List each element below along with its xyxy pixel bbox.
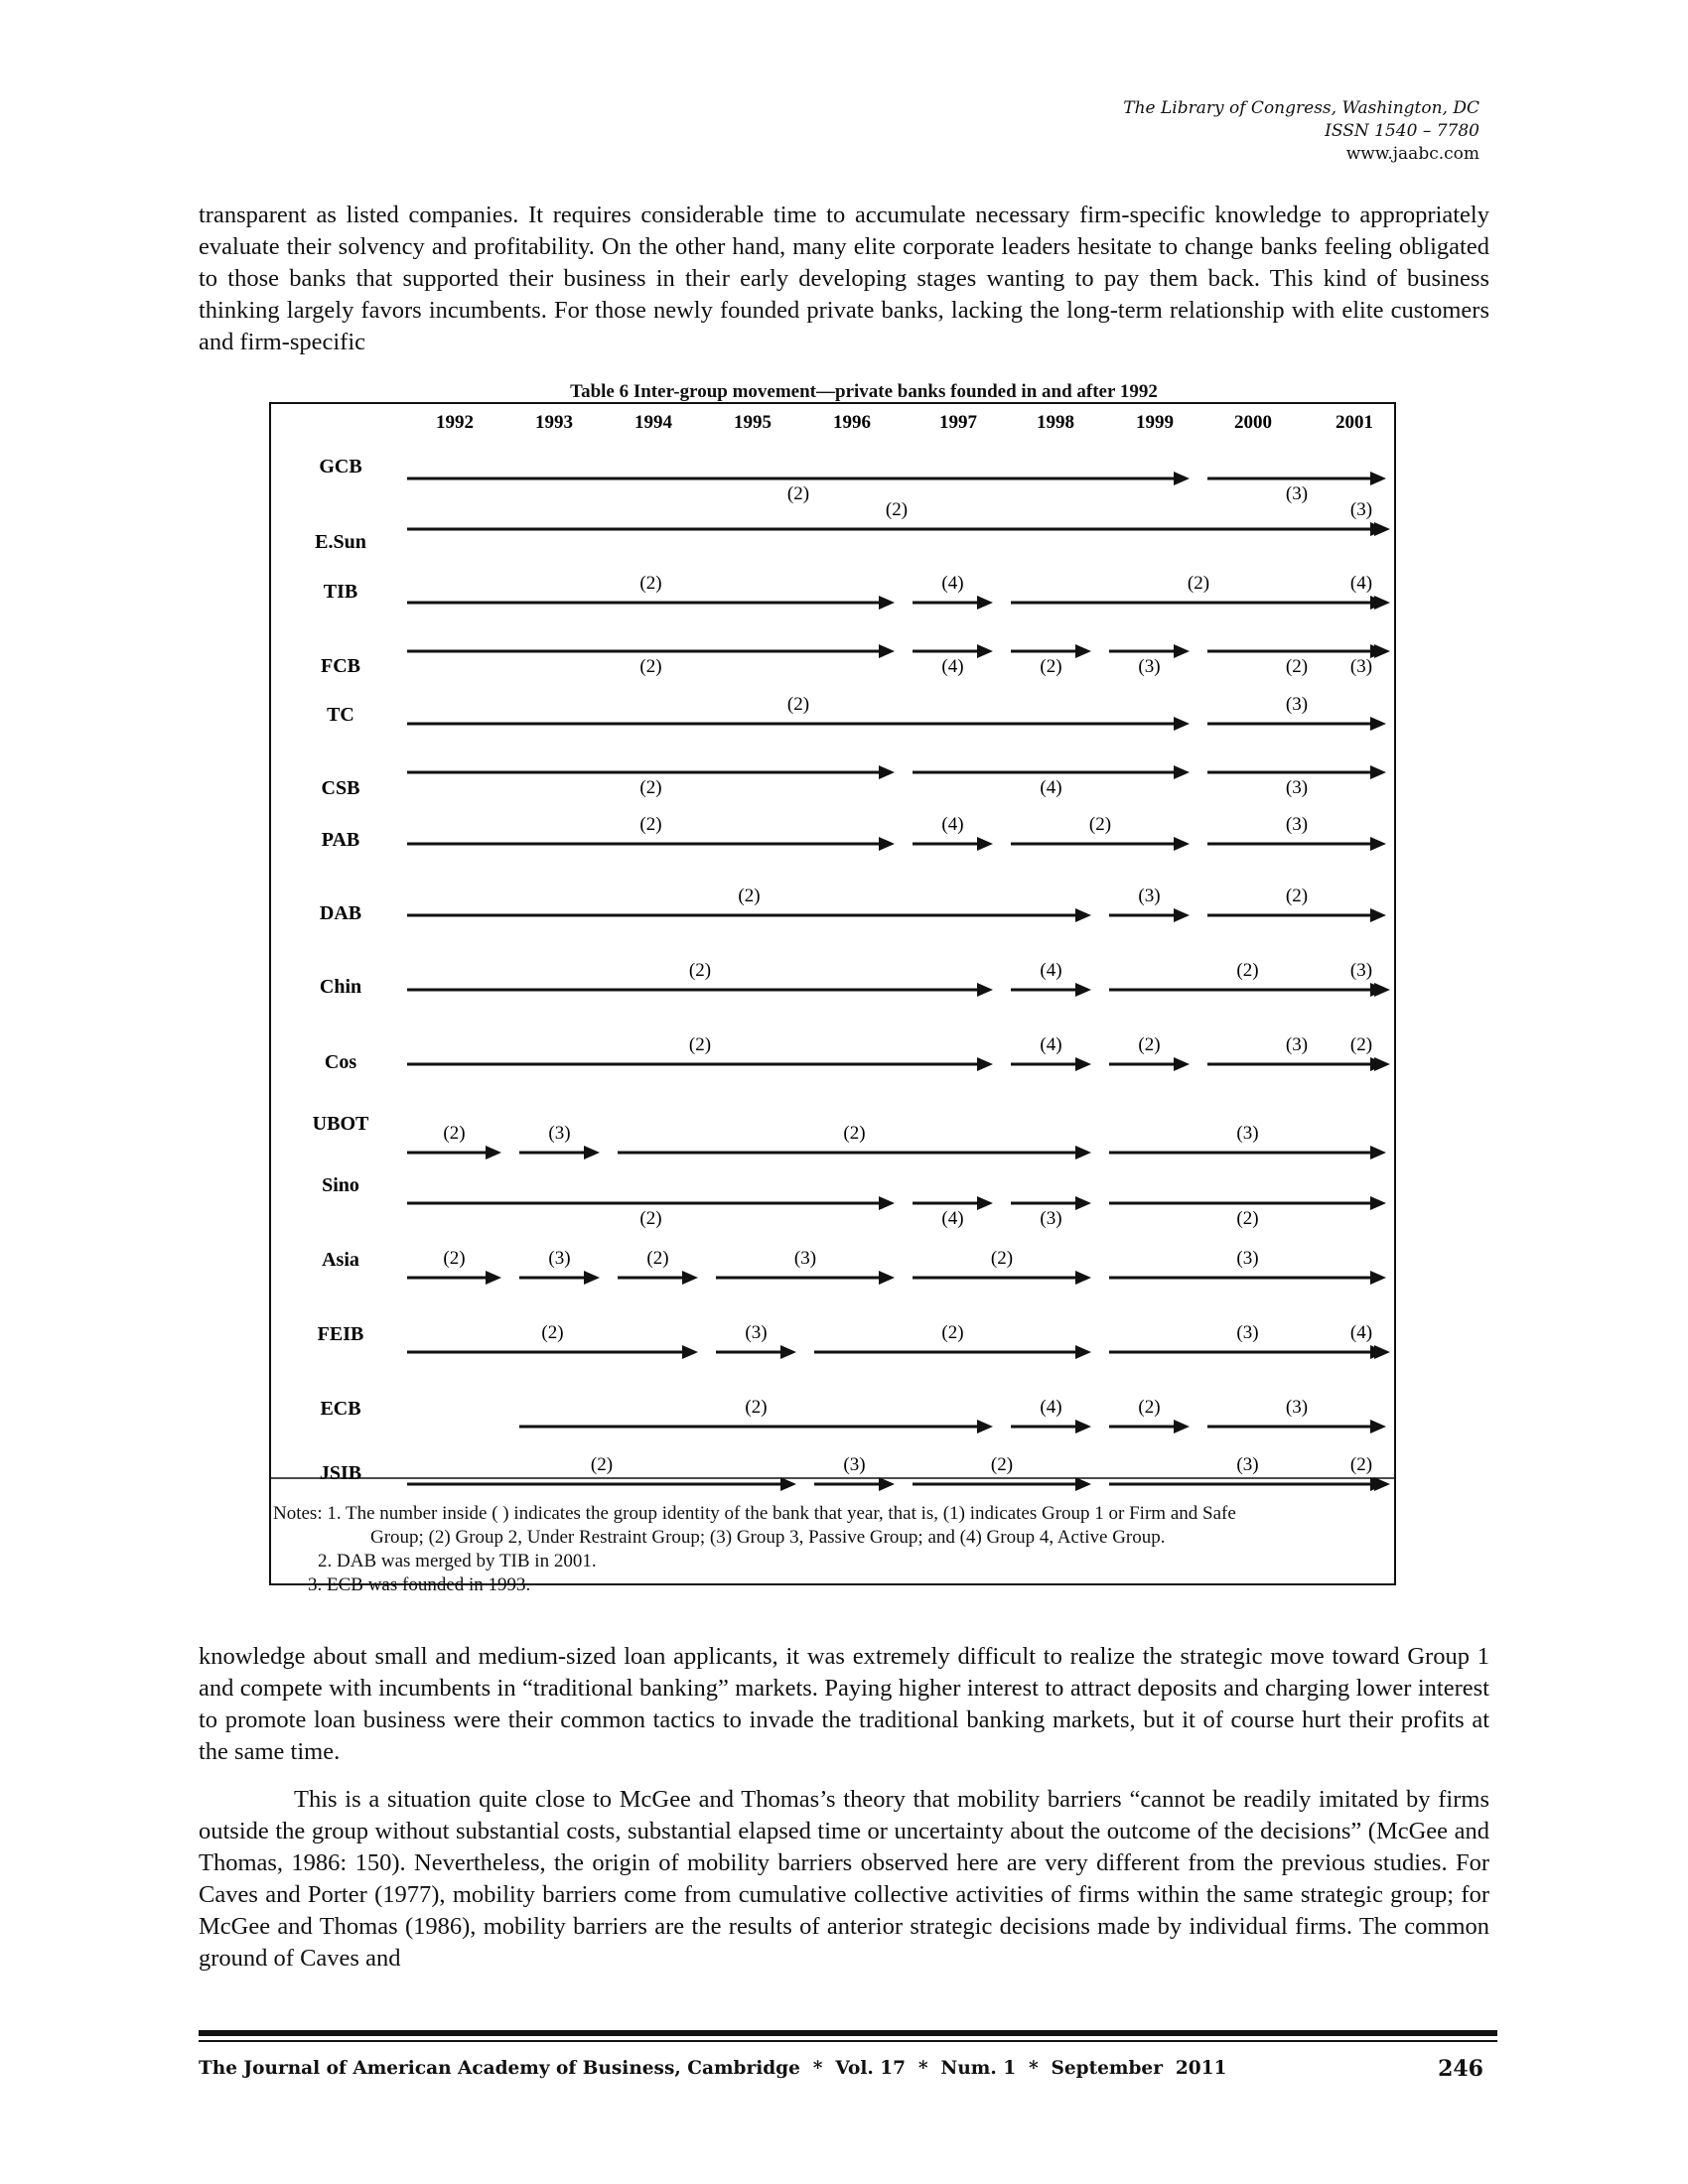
arrow-head bbox=[879, 837, 895, 851]
footer-journal: The Journal of American Academy of Business, Cambridge * Vol. 17 * Num. 1 * September 2011 bbox=[199, 2058, 1227, 2079]
group-label: (2) bbox=[1138, 1397, 1161, 1418]
body-paragraph-3: This is a situation quite close to McGee and Thomas’s theory that mobility barriers “cannot be readily imitated by firms outside the group without substantial costs, substantial elapsed time or uncertainty about the outcome of the decisions” (McGee and Thomas, 1986: 150). Nevertheless, the origin of mobility barriers observed here are very different from the previous studies. For Caves and Porter (1977), mobility barriers come from cumulative collective activities of firms within the same strategic group; for McGee and Thomas (1986), mobility barriers are the results of anterior strategic decisions made by individual firms. The common ground of Caves and bbox=[199, 1786, 1489, 1972]
group-label: (3) bbox=[1040, 1208, 1062, 1229]
arrow-head bbox=[486, 1271, 501, 1285]
header-issn: ISSN 1540 – 7780 bbox=[1325, 121, 1479, 141]
group-label: (2) bbox=[1040, 656, 1062, 677]
group-label: (2) bbox=[843, 1123, 866, 1144]
arrow-head bbox=[977, 596, 993, 610]
arrow-head bbox=[977, 983, 993, 997]
arrow-head bbox=[977, 837, 993, 851]
year-header: 1998 bbox=[1037, 412, 1074, 433]
bank-row bbox=[321, 644, 1390, 677]
arrow-head bbox=[780, 1477, 796, 1491]
group-label: (2) bbox=[1236, 960, 1259, 981]
arrow-head bbox=[584, 1271, 600, 1285]
arrow-head bbox=[486, 1146, 501, 1160]
year-header-row bbox=[436, 412, 1373, 433]
bank-name: Asia bbox=[322, 1249, 359, 1271]
group-label: (2) bbox=[639, 1208, 662, 1229]
group-label: (2) bbox=[885, 499, 909, 520]
note-3: 3. ECB was founded in 1993. bbox=[308, 1574, 531, 1595]
bank-row bbox=[327, 694, 1386, 731]
bank-row bbox=[315, 499, 1390, 553]
group-label: (3) bbox=[548, 1248, 571, 1269]
group-label: (2) bbox=[1349, 1454, 1373, 1475]
group-label: (4) bbox=[1349, 573, 1373, 594]
bank-name: FEIB bbox=[317, 1323, 364, 1345]
group-label: (3) bbox=[1349, 499, 1373, 520]
arrow-head bbox=[1370, 908, 1386, 922]
arrow-head bbox=[879, 644, 895, 658]
group-label: (4) bbox=[941, 656, 964, 677]
arrow-head bbox=[682, 1345, 698, 1359]
group-label: (2) bbox=[639, 814, 662, 835]
group-label: (3) bbox=[1138, 886, 1161, 906]
group-label: (2) bbox=[1187, 573, 1210, 594]
group-label: (2) bbox=[941, 1322, 964, 1343]
bank-row bbox=[325, 1034, 1390, 1073]
group-label: (2) bbox=[786, 694, 810, 715]
group-label: (4) bbox=[1040, 960, 1062, 981]
footer-rule-thin bbox=[199, 2040, 1497, 2042]
bank-name: Cos bbox=[324, 1051, 357, 1073]
header-library: The Library of Congress, Washington, DC bbox=[1123, 98, 1479, 118]
body-paragraph-1: transparent as listed companies. It requires considerable time to accumulate necessary firm-specific knowledge to appropriately evaluate their solvency and profitability. On the other hand, many elite corporate leaders hesitate to change banks feeling obligated to those banks that supported their business in their early developing stages wanting to pay them back. This kind of business thinking largely favors incumbents. For those newly founded private banks, lacking the long-term relationship with elite customers and firm-specific bbox=[199, 202, 1489, 355]
arrow-head bbox=[879, 596, 895, 610]
group-label: (3) bbox=[793, 1248, 817, 1269]
arrow-head bbox=[1075, 1271, 1091, 1285]
arrow-head bbox=[1075, 644, 1091, 658]
bank-name: CSB bbox=[321, 777, 360, 799]
group-label: (3) bbox=[1236, 1248, 1259, 1269]
bank-name: PAB bbox=[321, 829, 360, 851]
bank-name: Sino bbox=[322, 1174, 359, 1196]
group-label: (4) bbox=[941, 814, 964, 835]
bank-name: ECB bbox=[320, 1398, 361, 1420]
bank-row bbox=[320, 886, 1386, 924]
arrow-head bbox=[1374, 522, 1390, 536]
arrow-head bbox=[1174, 717, 1190, 731]
bank-row bbox=[324, 573, 1390, 610]
arrow-head bbox=[1370, 1420, 1386, 1433]
group-label: (3) bbox=[548, 1123, 571, 1144]
arrow-head bbox=[1075, 1146, 1091, 1160]
group-label: (2) bbox=[1285, 656, 1309, 677]
arrow-head bbox=[1370, 717, 1386, 731]
group-label: (3) bbox=[1285, 694, 1309, 715]
group-label: (2) bbox=[639, 573, 662, 594]
year-header: 1996 bbox=[833, 412, 871, 433]
arrow-head bbox=[977, 644, 993, 658]
bank-name: TIB bbox=[323, 581, 358, 603]
arrow-head bbox=[1374, 644, 1390, 658]
bank-rows bbox=[313, 456, 1390, 1491]
arrow-head bbox=[879, 765, 895, 779]
arrow-head bbox=[1075, 1057, 1091, 1071]
arrow-head bbox=[1075, 983, 1091, 997]
arrow-head bbox=[1374, 1057, 1390, 1071]
arrow-head bbox=[1174, 1057, 1190, 1071]
arrow-head bbox=[780, 1345, 796, 1359]
arrow-head bbox=[879, 1196, 895, 1210]
arrow-head bbox=[1374, 1477, 1390, 1491]
arrow-head bbox=[1174, 765, 1190, 779]
bank-row bbox=[320, 960, 1390, 998]
group-label: (2) bbox=[646, 1248, 669, 1269]
group-label: (3) bbox=[1285, 814, 1309, 835]
group-label: (4) bbox=[941, 573, 964, 594]
group-label: (2) bbox=[990, 1248, 1014, 1269]
group-label: (3) bbox=[1236, 1123, 1259, 1144]
group-label: (3) bbox=[1285, 1034, 1309, 1055]
table-notes bbox=[273, 1502, 1418, 1597]
arrow-head bbox=[1174, 837, 1190, 851]
arrow-head bbox=[1075, 908, 1091, 922]
bank-row bbox=[320, 1397, 1386, 1433]
bank-name: TC bbox=[327, 704, 354, 726]
group-label: (3) bbox=[843, 1454, 866, 1475]
table-border bbox=[270, 403, 1395, 1584]
group-label: (2) bbox=[639, 777, 662, 798]
note-1b: Group; (2) Group 2, Under Restraint Group; (3) Group 3, Passive Group; and (4) Group 4, Active Group. bbox=[370, 1527, 1166, 1548]
bank-name: UBOT bbox=[312, 1113, 369, 1135]
arrow-head bbox=[682, 1271, 698, 1285]
arrow-head bbox=[584, 1146, 600, 1160]
bank-name: E.Sun bbox=[315, 531, 366, 553]
year-header: 2001 bbox=[1336, 412, 1373, 433]
group-label: (2) bbox=[738, 886, 761, 906]
bank-row bbox=[320, 1454, 1390, 1491]
group-label: (2) bbox=[1285, 886, 1309, 906]
group-label: (4) bbox=[1349, 1322, 1373, 1343]
group-label: (2) bbox=[990, 1454, 1014, 1475]
bank-name: GCB bbox=[319, 456, 362, 478]
arrow-head bbox=[1370, 472, 1386, 485]
group-label: (3) bbox=[1138, 656, 1161, 677]
group-label: (3) bbox=[1285, 777, 1309, 798]
bank-name: JSIB bbox=[319, 1462, 362, 1484]
bank-name: Chin bbox=[319, 976, 362, 998]
group-label: (3) bbox=[1285, 483, 1309, 504]
arrow-head bbox=[1075, 1196, 1091, 1210]
note-2: 2. DAB was merged by TIB in 2001. bbox=[318, 1551, 597, 1571]
bank-name: FCB bbox=[321, 655, 360, 677]
group-label: (3) bbox=[1236, 1322, 1259, 1343]
group-label: (2) bbox=[1236, 1208, 1259, 1229]
arrow-head bbox=[1374, 596, 1390, 610]
group-label: (2) bbox=[443, 1123, 466, 1144]
group-label: (2) bbox=[688, 1034, 712, 1055]
year-header: 1999 bbox=[1136, 412, 1174, 433]
footer-rule bbox=[199, 2030, 1497, 2036]
arrow-head bbox=[1374, 1345, 1390, 1359]
bank-row bbox=[322, 1248, 1386, 1285]
bank-row bbox=[318, 1322, 1390, 1359]
bank-row bbox=[322, 765, 1386, 799]
group-label: (2) bbox=[786, 483, 810, 504]
bank-row bbox=[322, 1174, 1386, 1229]
arrow-head bbox=[1370, 1196, 1386, 1210]
arrow-head bbox=[879, 1477, 895, 1491]
arrow-head bbox=[1075, 1477, 1091, 1491]
bank-row bbox=[322, 814, 1386, 851]
group-label: (2) bbox=[443, 1248, 466, 1269]
group-label: (4) bbox=[941, 1208, 964, 1229]
year-header: 1993 bbox=[535, 412, 573, 433]
body-paragraph-2: knowledge about small and medium-sized loan applicants, it was extremely difficult to realize the strategic move toward Group 1 and compete with incumbents in “traditional banking” markets. Paying higher interest to attract deposits and charging lower interest to promote loan business were their common tactics to invade the traditional banking markets, but it of course hurt their profits at the same time. bbox=[199, 1643, 1489, 1765]
arrow-head bbox=[1174, 472, 1190, 485]
year-header: 1994 bbox=[634, 412, 672, 433]
group-label: (4) bbox=[1040, 1034, 1062, 1055]
group-label: (2) bbox=[1138, 1034, 1161, 1055]
group-label: (2) bbox=[639, 656, 662, 677]
year-header: 1992 bbox=[436, 412, 474, 433]
group-label: (3) bbox=[1236, 1454, 1259, 1475]
bank-row bbox=[319, 456, 1386, 504]
arrow-head bbox=[1370, 1146, 1386, 1160]
page-number: 246 bbox=[1438, 2056, 1483, 2082]
arrow-head bbox=[977, 1420, 993, 1433]
arrow-head bbox=[1370, 1271, 1386, 1285]
year-header: 1995 bbox=[734, 412, 772, 433]
group-label: (4) bbox=[1040, 777, 1062, 798]
arrow-head bbox=[879, 1271, 895, 1285]
group-label: (3) bbox=[1349, 960, 1373, 981]
group-label: (3) bbox=[1285, 1397, 1309, 1418]
group-label: (2) bbox=[745, 1397, 768, 1418]
arrow-head bbox=[977, 1057, 993, 1071]
arrow-head bbox=[977, 1196, 993, 1210]
arrow-head bbox=[1370, 765, 1386, 779]
arrow-head bbox=[1075, 1345, 1091, 1359]
group-label: (2) bbox=[541, 1322, 564, 1343]
group-label: (2) bbox=[1349, 1034, 1373, 1055]
arrow-head bbox=[1174, 1420, 1190, 1433]
note-1a: Notes: 1. The number inside ( ) indicates the group identity of the bank that year, that is, (1) indicates Group 1 or Firm and Safe bbox=[273, 1503, 1236, 1524]
arrow-head bbox=[1075, 1420, 1091, 1433]
arrow-head bbox=[1174, 908, 1190, 922]
bank-row bbox=[313, 1113, 1386, 1160]
group-label: (2) bbox=[688, 960, 712, 981]
group-label: (2) bbox=[590, 1454, 614, 1475]
group-label: (2) bbox=[1088, 814, 1112, 835]
group-label: (3) bbox=[745, 1322, 768, 1343]
group-label: (4) bbox=[1040, 1397, 1062, 1418]
bank-name: DAB bbox=[319, 902, 362, 924]
arrow-head bbox=[1370, 837, 1386, 851]
table-caption: Table 6 Inter-group movement—private banks founded in and after 1992 bbox=[570, 381, 1158, 402]
group-label: (3) bbox=[1349, 656, 1373, 677]
page-footer bbox=[199, 2056, 1497, 2082]
arrow-head bbox=[1174, 644, 1190, 658]
arrow-head bbox=[1374, 983, 1390, 997]
header-website: www.jaabc.com bbox=[1345, 144, 1479, 164]
year-header: 2000 bbox=[1234, 412, 1272, 433]
year-header: 1997 bbox=[939, 412, 977, 433]
